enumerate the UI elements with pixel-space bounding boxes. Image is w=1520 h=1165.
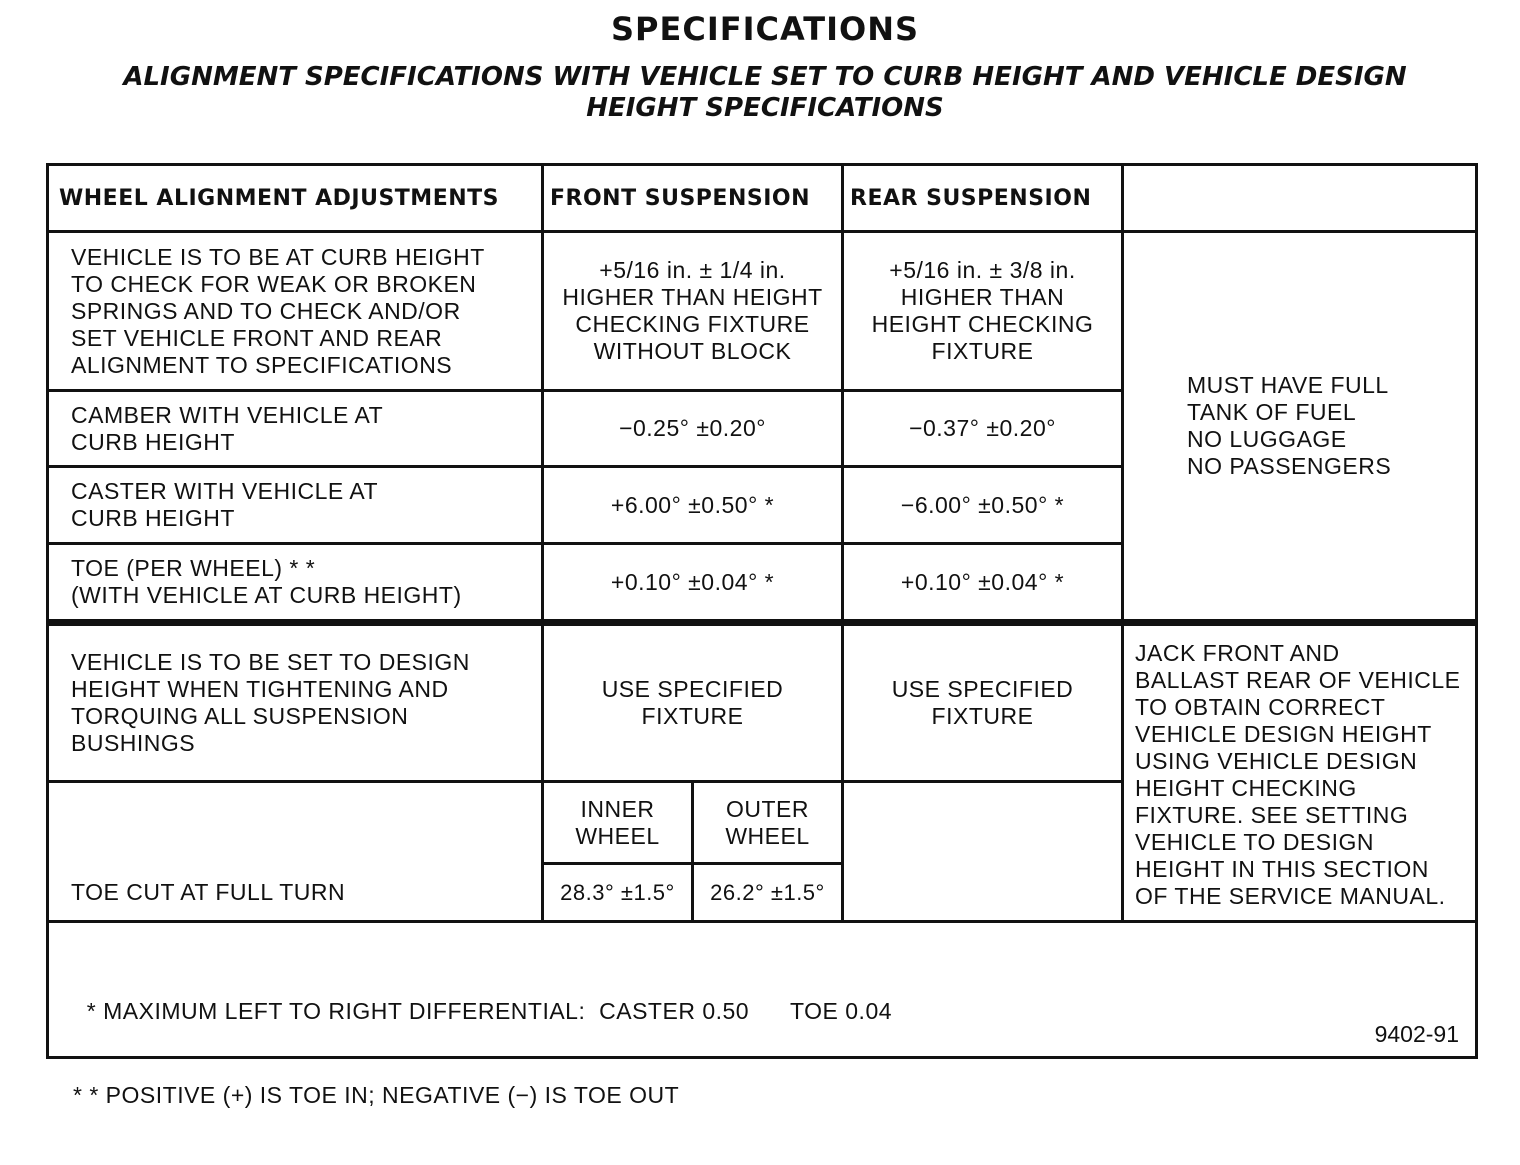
specifications-table [46,163,1478,1108]
subtitle-line-2: HEIGHT SPECIFICATIONS [586,93,944,123]
curb-height-label: VEHICLE IS TO BE AT CURB HEIGHT TO CHECK FOR WEAK OR BROKEN SPRINGS AND TO CHECK AND/OR SET VEHICLE FRONT AND REAR ALIGNMENT TO SPECIFICATIONS [71,243,485,378]
design-height-procedure-note: JACK FRONT AND BALLAST REAR OF VEHICLE TO OBTAIN CORRECT VEHICLE DESIGN HEIGHT USING VEHICLE DESIGN HEIGHT CHECKING FIXTURE. SEE SETTING VEHICLE TO DESIGN HEIGHT IN THIS SECTION OF THE SERVICE MANUAL. [1135,640,1461,909]
toe-label: TOE (PER WHEEL) * * (WITH VEHICLE AT CURB HEIGHT) [71,555,462,608]
footnote-differential: * MAXIMUM LEFT TO RIGHT DIFFERENTIAL: CASTER 0.50 TOE 0.04 [73,998,893,1024]
camber-rear: −0.37° ±0.20° [909,415,1056,441]
outer-wheel-header: OUTER WHEEL [725,795,810,849]
camber-label: CAMBER WITH VEHICLE AT CURB HEIGHT [71,401,384,455]
curb-height-front: +5/16 in. ± 1/4 in. HIGHER THAN HEIGHT CHECKING FIXTURE WITHOUT BLOCK [562,257,823,364]
rule-col-3 [1121,166,1124,922]
page-subtitle [40,62,1490,124]
footnotes [73,941,892,1165]
toe-rear: +0.10° ±0.04° * [900,568,1065,595]
curb-height-conditions-note: MUST HAVE FULL TANK OF FUEL NO LUGGAGE NO PASSENGERS [1187,372,1392,479]
toe-cut-label: TOE CUT AT FULL TURN [71,879,346,905]
design-height-rear: USE SPECIFIED FIXTURE [891,676,1074,729]
header-adjustments: WHEEL ALIGNMENT ADJUSTMENTS [59,185,499,211]
subtitle-line-1: ALIGNMENT SPECIFICATIONS WITH VEHICLE SET TO CURB HEIGHT AND VEHICLE DESIGN [123,62,1407,92]
camber-front: −0.25° ±0.20° [619,415,766,441]
page-title: SPECIFICATIONS [610,10,920,48]
rule-thick-divider [49,619,1475,626]
caster-front: +6.00° ±0.50° * [610,491,775,518]
caster-rear: −6.00° ±0.50° * [900,491,1065,518]
header-front-suspension: FRONT SUSPENSION [550,185,811,211]
inner-wheel-header: INNER WHEEL [575,795,660,849]
footnote-toe-sign: * * POSITIVE (+) IS TOE IN; NEGATIVE (−) IS TOE OUT [73,1082,680,1108]
design-height-label: VEHICLE IS TO BE SET TO DESIGN HEIGHT WHEN TIGHTENING AND TORQUING ALL SUSPENSION BUSHINGS [71,649,470,756]
figure-number: 9402-91 [1374,1021,1459,1047]
curb-height-rear: +5/16 in. ± 3/8 in. HIGHER THAN HEIGHT CHECKING FIXTURE [871,257,1094,364]
toe-front: +0.10° ±0.04° * [610,568,775,595]
design-height-front: USE SPECIFIED FIXTURE [601,676,784,729]
outer-wheel-value: 26.2° ±1.5° [710,880,825,905]
rule-above-footnotes [49,920,1475,923]
header-rear-suspension: REAR SUSPENSION [850,185,1092,211]
caster-label: CASTER WITH VEHICLE AT CURB HEIGHT [71,478,379,531]
inner-wheel-value: 28.3° ±1.5° [560,880,675,905]
